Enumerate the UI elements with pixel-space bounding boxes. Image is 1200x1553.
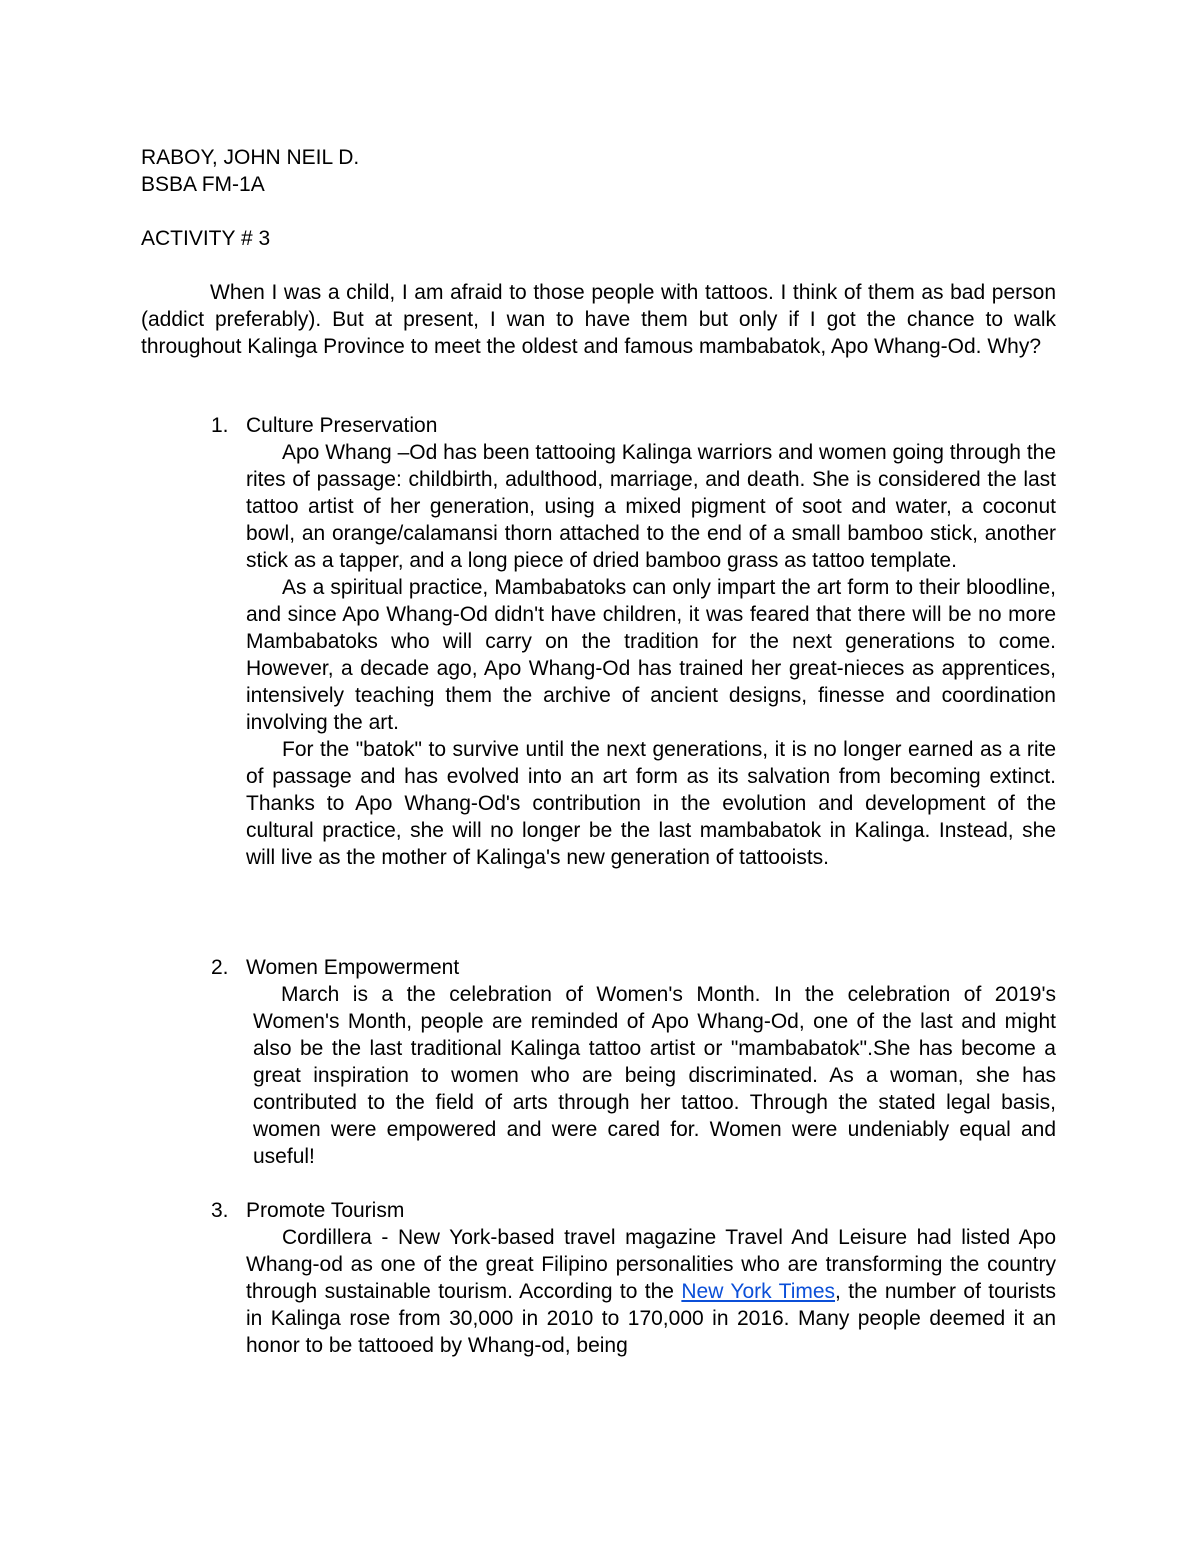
- section-heading: [141, 412, 1056, 439]
- course-section: BSBA FM-1A: [141, 173, 265, 196]
- section-promote-tourism: [141, 1197, 1056, 1359]
- intro-paragraph: When I was a child, I am afraid to those people with tattoos. I think of them as bad person (addict preferably). But at present, I wan to have them but only if I got the chance to walk throughout Kalinga Province to meet the oldest and famous mambabatok, Apo Whang-Od. Why?: [141, 281, 1056, 358]
- list-number: 2.: [211, 956, 229, 979]
- activity-title: ACTIVITY # 3: [141, 227, 271, 250]
- list-number: 3.: [211, 1199, 229, 1222]
- section-heading: [141, 1197, 1056, 1224]
- section-paragraph: March is a the celebration of Women's Month. In the celebration of 2019's Women's Month, people are reminded of Apo Whang-Od, one of the last and might also be the last traditional Kalinga tattoo artist or "mambabatok".She has become a great inspiration to women who are being discriminated. As a woman, she has contributed to the field of arts through her tattoo. Through the stated legal basis, women were empowered and were cared for. Women were undeniably equal and useful!: [253, 983, 1056, 1168]
- paragraph-text: Cordillera - New York-based travel magazine Travel And Leisure had listed Apo Whang-od as one of the great Filipino personalities who are transforming the country through sustainable tourism. According to the: [246, 1226, 1056, 1303]
- student-name: RABOY, JOHN NEIL D.: [141, 146, 360, 169]
- paragraph-text: , the number of tourists in Kalinga rose from 30,000 in 2010 to 170,000 in 2016. Many people deemed it an honor to be tattooed by Whang-od, being: [246, 1280, 1056, 1357]
- section-paragraph: [246, 1224, 1056, 1359]
- section-paragraph: As a spiritual practice, Mambabatoks can only impart the art form to their bloodline, and since Apo Whang-Od didn't have children, it was feared that there will be no more Mambabatoks who will carry on the tradition for the next generations to come. However, a decade ago, Apo Whang-Od has trained her great-nieces as apprentices, intensively teaching them the archive of ancient designs, finesse and coordination involving the art.: [246, 576, 1056, 734]
- new-york-times-link[interactable]: New York Times: [681, 1280, 836, 1303]
- section-title: Culture Preservation: [246, 414, 438, 437]
- list-number: 1.: [211, 414, 229, 437]
- section-title: Women Empowerment: [246, 956, 460, 979]
- section-paragraph: For the "batok" to survive until the next generations, it is no longer earned as a rite of passage and has evolved into an art form as its salvation from becoming extinct. Thanks to Apo Whang-Od's contribution in the evolution and development of the cultural practice, she will no longer be the last mambabatok in Kalinga. Instead, she will live as the mother of Kalinga's new generation of tattooists.: [246, 738, 1056, 869]
- section-women-empowerment: [141, 954, 1056, 1170]
- section-title: Promote Tourism: [246, 1199, 405, 1222]
- section-heading: [141, 954, 1056, 981]
- section-paragraph: Apo Whang –Od has been tattooing Kalinga warriors and women going through the rites of passage: childbirth, adulthood, marriage, and death. She is considered the last tattoo artist of her generation, using a mixed pigment of soot and water, a coconut bowl, an orange/calamansi thorn attached to the end of a small bamboo stick, another stick as a tapper, and a long piece of dried bamboo grass as tattoo template.: [246, 441, 1057, 572]
- section-culture-preservation: [141, 412, 1056, 871]
